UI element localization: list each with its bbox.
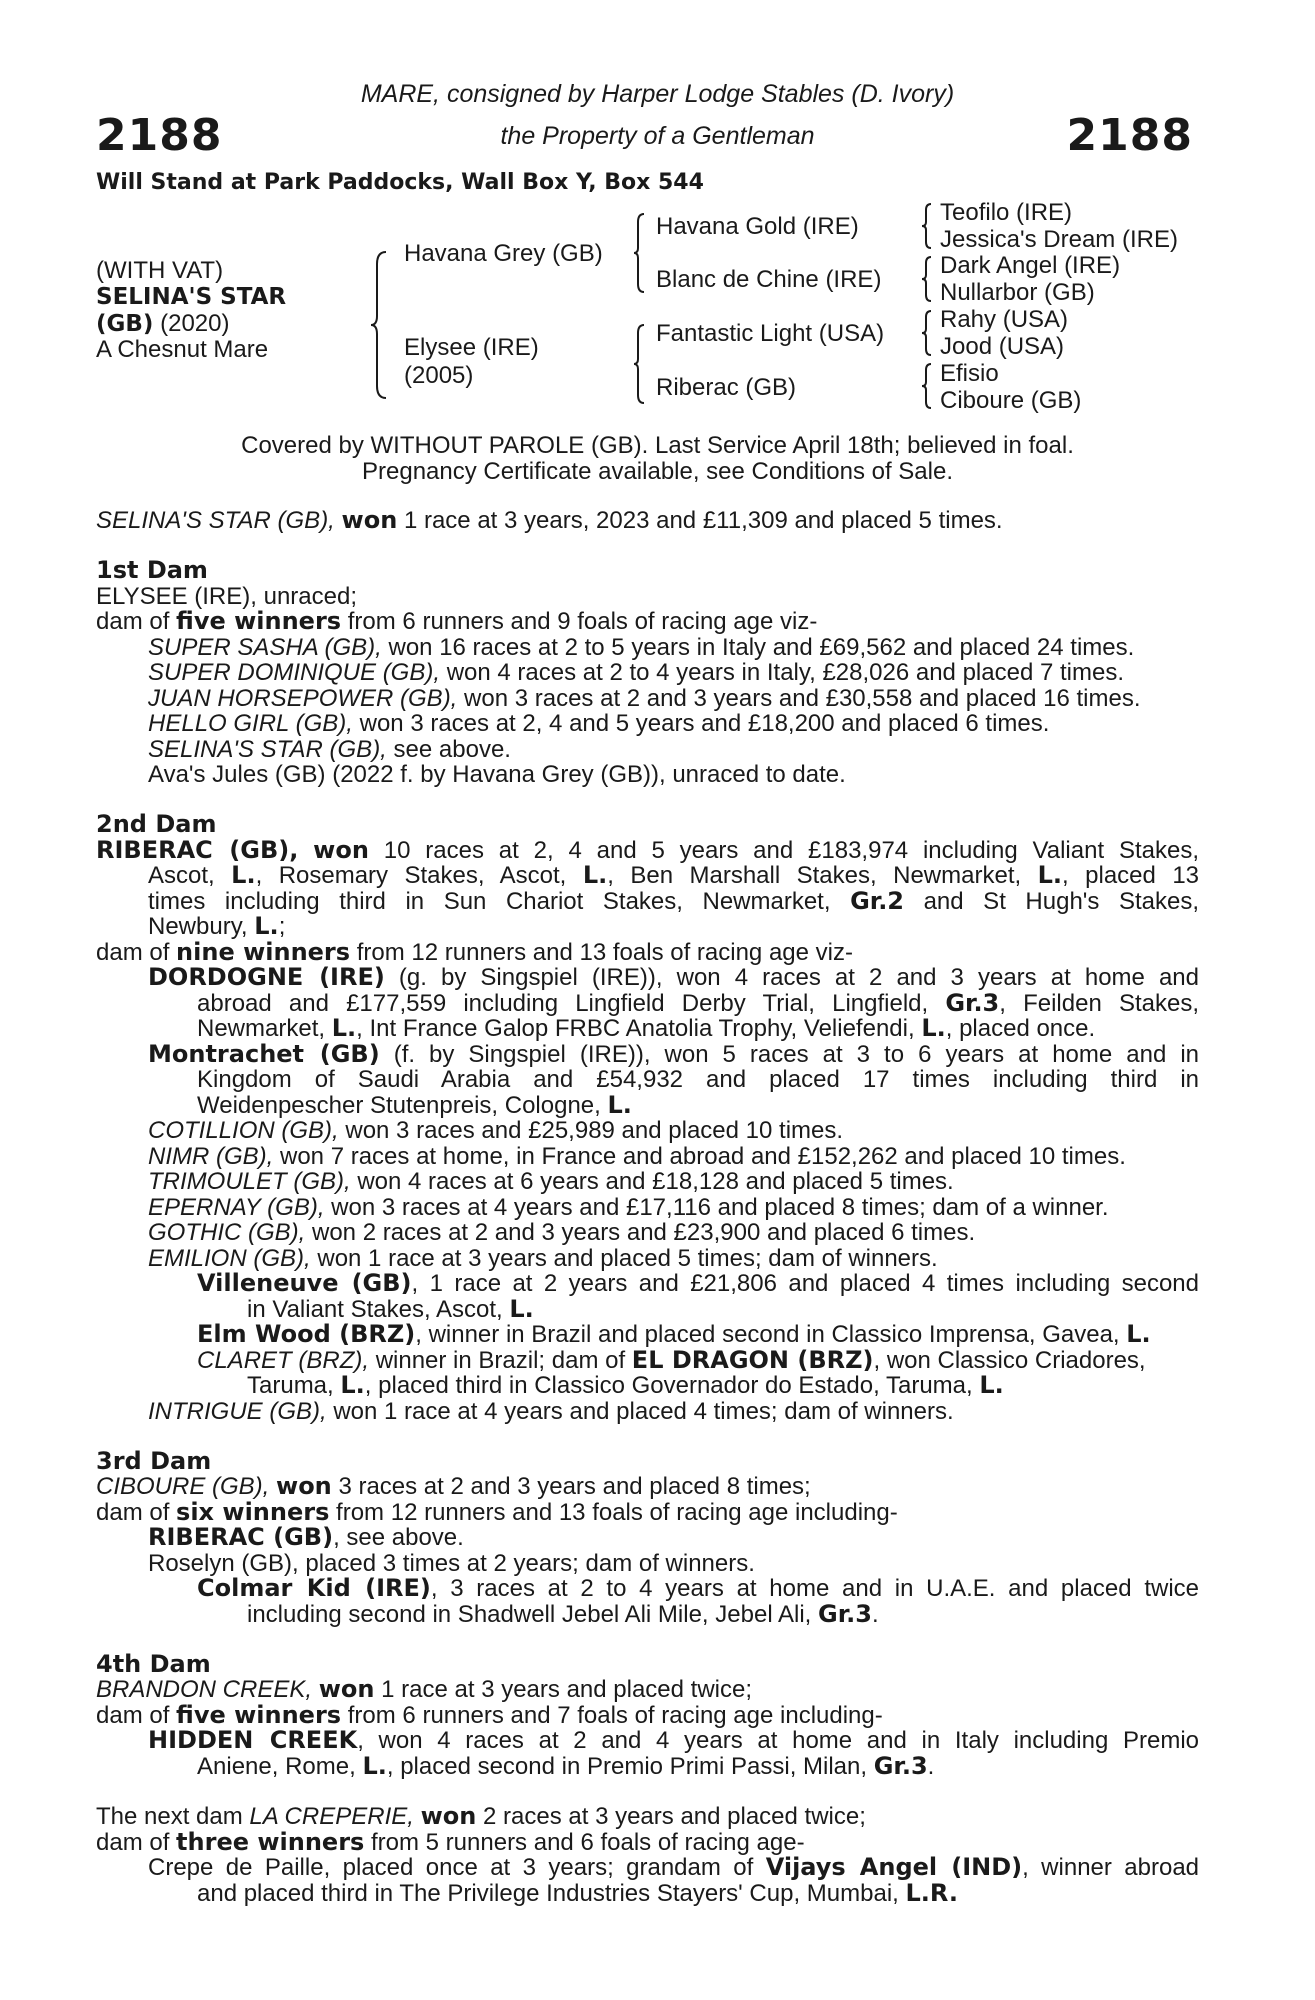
text-run: won 3 races and £25,989 and placed 10 times.	[345, 1117, 844, 1144]
montrachet-line-1	[148, 1042, 1199, 1068]
riberac-line-3	[148, 889, 1199, 915]
text-run: The next dam	[96, 1803, 243, 1830]
pedigree-sire: Havana Grey (GB)	[404, 240, 603, 267]
text-run: (f. by Singspiel (IRE)), won 5 races at 3 to 6 years at home and in	[393, 1041, 1200, 1068]
text-run: Vijays Angel (IND)	[765, 1853, 1023, 1881]
pedigree-ddd: Ciboure (GB)	[940, 387, 1082, 414]
second-dam-produce	[96, 940, 1199, 966]
brace-havana-gold	[921, 202, 933, 250]
pedigree-dss: Rahy (USA)	[940, 306, 1069, 333]
text-run: dam of	[96, 1702, 170, 1729]
text-run: LA CREPERIE,	[249, 1803, 414, 1830]
stand-location: Will Stand at Park Paddocks, Wall Box Y, Box 544	[96, 170, 704, 195]
next-dam-name	[96, 1804, 1199, 1830]
text-run: Montrachet (GB)	[148, 1040, 380, 1068]
elm-wood-line	[197, 1322, 1199, 1348]
text-run: L.	[331, 1014, 357, 1042]
text-run: 3 races at 2 and 3 years and placed 8 times;	[338, 1473, 811, 1500]
offspring-super-dominique	[148, 660, 1199, 686]
text-run: see above.	[393, 736, 511, 763]
text-run: EMILION (GB),	[148, 1245, 311, 1272]
text-run: L.	[340, 1371, 365, 1399]
text-run: Ascot,	[148, 862, 215, 889]
offspring-avas-jules: Ava's Jules (GB) (2022 f. by Havana Grey (GB)), unraced to date.	[148, 761, 846, 788]
text-run: won 3 races at 2 and 3 years and £30,558 and placed 16 times.	[464, 685, 1141, 712]
text-run: SELINA'S STAR (GB),	[96, 507, 335, 534]
villeneuve-line-2	[247, 1297, 1199, 1323]
montrachet-line-3	[197, 1093, 1199, 1119]
offspring-riberac	[148, 1525, 1199, 1551]
pedigree-dam-dam: Riberac (GB)	[656, 374, 797, 401]
text-run: , see above.	[333, 1524, 464, 1551]
pedigree-sds: Dark Angel (IRE)	[940, 252, 1121, 279]
pedigree-sire-dam: Blanc de Chine (IRE)	[656, 266, 882, 293]
horse-country: (GB)	[96, 311, 154, 337]
pedigree-main-brace	[370, 250, 390, 400]
crepe-de-paille-line-2	[197, 1881, 1199, 1907]
text-run: , placed third in Classico Governador do Estado, Taruma,	[364, 1372, 973, 1399]
text-run: dam of	[96, 1499, 170, 1526]
text-run: from 6 runners and 7 foals of racing age including-	[347, 1702, 883, 1729]
text-run: BRANDON CREEK,	[96, 1676, 313, 1703]
pregnancy-line: Pregnancy Certificate available, see Conditions of Sale.	[362, 458, 953, 485]
pedigree-dam: Elysee (IRE)	[404, 334, 539, 361]
text-run: five winners	[176, 607, 342, 635]
brace-blanc-de-chine	[921, 255, 933, 303]
text-run: L.	[582, 861, 608, 889]
riberac-line-1	[96, 838, 1199, 864]
hidden-creek-line-2: Aniene, Rome, L., placed second in Premio Primi Passi, Milan, Gr.3.	[197, 1752, 935, 1780]
dordogne-line-2	[197, 991, 1199, 1017]
pedigree-dsd: Jood (USA)	[940, 333, 1065, 360]
text-run: , won 4 races at 2 and 4 years at home and in Italy including Premio	[357, 1727, 1199, 1754]
claret-line-2	[247, 1373, 1199, 1399]
claret-line-1	[197, 1348, 1199, 1374]
text-run: won 4 races at 6 years and £18,128 and placed 5 times.	[357, 1168, 954, 1195]
text-run: NIMR (GB),	[148, 1143, 274, 1170]
text-run: L.R.	[905, 1879, 958, 1907]
text-run: TRIMOULET (GB),	[148, 1168, 351, 1195]
text-run: L.	[1126, 1320, 1151, 1348]
fourth-dam-produce	[96, 1703, 1199, 1729]
text-run: Gr.2	[850, 887, 905, 915]
text-run: won 2 races at 2 and 3 years and £23,900 and placed 6 times.	[312, 1219, 976, 1246]
text-run: , Feilden Stakes,	[999, 990, 1199, 1017]
lot-number-left: 2188	[96, 110, 223, 161]
brace-riberac	[921, 362, 933, 410]
text-run: Gr.3	[945, 989, 1000, 1017]
text-run: Newbury,	[148, 913, 248, 940]
offspring-cotillion	[148, 1118, 1199, 1144]
text-run: Crepe de Paille, placed once at 3 years; grandam of	[148, 1854, 754, 1881]
dordogne-line-1	[148, 965, 1199, 991]
text-run: won	[318, 1675, 375, 1703]
text-run: from 12 runners and 13 foals of racing age viz-	[356, 939, 853, 966]
pedigree-sdd: Nullarbor (GB)	[940, 279, 1095, 306]
text-run: , 1 race at 2 years and £21,806 and placed 4 times including second	[411, 1270, 1200, 1297]
text-run: dam of	[96, 1829, 170, 1856]
text-run: GOTHIC (GB),	[148, 1219, 306, 1246]
text-run: , 3 races at 2 to 4 years at home and in U.A.E. and placed twice	[430, 1575, 1199, 1602]
text-run: CIBOURE (GB),	[96, 1473, 270, 1500]
offspring-roselyn: Roselyn (GB), placed 3 times at 2 years; dam of winners.	[148, 1550, 755, 1577]
text-run: five winners	[176, 1701, 342, 1729]
offspring-nimr	[148, 1144, 1199, 1170]
next-dam-produce	[96, 1830, 1199, 1856]
text-run: dam of	[96, 608, 170, 635]
text-run: L.	[509, 1295, 534, 1323]
offspring-emilion	[148, 1246, 1199, 1272]
text-run: 10 races at 2, 4 and 5 years and £183,974 including Valiant Stakes,	[383, 837, 1199, 864]
offspring-selinas-star	[148, 737, 1199, 763]
fourth-dam-name	[96, 1677, 1199, 1703]
montrachet-line-2: Kingdom of Saudi Arabia and £54,932 and placed 17 times including third in	[197, 1066, 1199, 1093]
text-run: , Rosemary Stakes, Ascot,	[255, 862, 567, 889]
text-run: ;	[278, 913, 286, 940]
text-run: Villeneuve (GB)	[197, 1269, 412, 1297]
text-run: and St Hugh's Stakes,	[923, 888, 1199, 915]
offspring-hello-girl	[148, 711, 1199, 737]
text-run: Taruma,	[247, 1372, 334, 1399]
first-dam-title: 1st Dam	[96, 556, 208, 584]
text-run: abroad and £177,559 including Lingfield Derby Trial, Lingfield,	[197, 990, 929, 1017]
text-run: winner in Brazil; dam of	[375, 1347, 626, 1374]
text-run: SUPER SASHA (GB),	[148, 634, 382, 661]
text-run: HELLO GIRL (GB),	[148, 710, 353, 737]
text-run: Gr.3	[818, 1600, 872, 1628]
riberac-line-2	[148, 863, 1199, 889]
text-run: won 3 races at 2, 4 and 5 years and £18,200 and placed 6 times.	[359, 710, 1050, 737]
text-run: RIBERAC (GB)	[148, 1523, 334, 1551]
text-run: Colmar Kid (IRE)	[197, 1574, 431, 1602]
text-run: EL DRAGON (BRZ)	[631, 1346, 874, 1374]
text-run: from 12 runners and 13 foals of racing age including-	[336, 1499, 898, 1526]
text-run: , placed once.	[945, 1015, 1096, 1042]
text-run: six winners	[176, 1498, 330, 1526]
text-run: dam of	[96, 939, 170, 966]
colmar-kid-line-2: including second in Shadwell Jebel Ali Mile, Jebel Ali, Gr.3.	[247, 1600, 879, 1628]
text-run: won	[420, 1802, 477, 1830]
pedigree-dam-sire: Fantastic Light (USA)	[656, 320, 885, 347]
text-run: won 1 race at 3 years and placed 5 times; dam of winners.	[317, 1245, 938, 1272]
text-run: JUAN HORSEPOWER (GB),	[148, 685, 458, 712]
text-run: Elm Wood (BRZ)	[197, 1320, 416, 1348]
text-run: , winner in Brazil and placed second in Classico Imprensa, Gavea,	[415, 1321, 1120, 1348]
text-run: L.	[921, 1014, 946, 1042]
text-run: RIBERAC (GB),	[96, 836, 299, 864]
text-run: Aniene, Rome,	[197, 1753, 356, 1780]
text-run: won 16 races at 2 to 5 years in Italy and £69,562 and placed 24 times.	[388, 634, 1135, 661]
text-run: won 3 races at 4 years and £17,116 and placed 8 times; dam of a winner.	[331, 1194, 1109, 1221]
text-run: L.	[362, 1752, 387, 1780]
first-dam-name: ELYSEE (IRE), unraced;	[96, 583, 357, 610]
crepe-de-paille-line-1	[148, 1855, 1199, 1881]
text-run: L.	[607, 1091, 632, 1119]
covered-line: Covered by WITHOUT PAROLE (GB). Last Service April 18th; believed in foal.	[241, 432, 1074, 459]
third-dam-name	[96, 1474, 1199, 1500]
hidden-creek-line-1	[148, 1728, 1199, 1754]
text-run: three winners	[176, 1828, 365, 1856]
pedigree-sire-brace	[633, 212, 647, 294]
text-run: HIDDEN CREEK	[148, 1726, 358, 1754]
text-run: won 7 races at home, in France and abroad and £152,262 and placed 10 times.	[280, 1143, 1126, 1170]
offspring-juan-horsepower	[148, 686, 1199, 712]
third-dam-title: 3rd Dam	[96, 1447, 212, 1475]
text-run: won	[313, 836, 369, 864]
pedigree-ssd: Jessica's Dream (IRE)	[940, 226, 1178, 253]
pedigree-dam-brace	[633, 323, 647, 405]
text-run: Weidenpescher Stutenpreis, Cologne,	[197, 1092, 601, 1119]
horse-country-year	[96, 310, 229, 338]
horse-year: (2020)	[160, 310, 230, 337]
villeneuve-line-1	[197, 1271, 1199, 1297]
text-run: CLARET (BRZ),	[197, 1347, 370, 1374]
text-run: times including third in Sun Chariot Stakes, Newmarket,	[148, 888, 831, 915]
text-run: won 1 race at 4 years and placed 4 times; dam of winners.	[333, 1398, 954, 1425]
text-run: 2 races at 3 years and placed twice;	[483, 1803, 866, 1830]
property-line: the Property of a Gentleman	[500, 122, 815, 150]
text-run: L.	[254, 912, 279, 940]
text-run: COTILLION (GB),	[148, 1117, 339, 1144]
text-run: DORDOGNE (IRE)	[148, 963, 385, 991]
colmar-kid-line-1	[197, 1576, 1199, 1602]
offspring-intrigue	[148, 1399, 1199, 1425]
horse-name: SELINA'S STAR	[96, 284, 287, 310]
dordogne-line-3	[197, 1016, 1199, 1042]
vat-note: (WITH VAT)	[96, 257, 224, 284]
consignor-line: MARE, consigned by Harper Lodge Stables (D. Ivory)	[360, 80, 955, 108]
text-run: and placed third in The Privilege Industries Stayers' Cup, Mumbai,	[197, 1880, 899, 1907]
third-dam-produce	[96, 1500, 1199, 1526]
pedigree-dds: Efisio	[940, 360, 999, 387]
text-run: won	[341, 506, 398, 534]
text-run: Newmarket,	[197, 1015, 326, 1042]
text-run: EPERNAY (GB),	[148, 1194, 325, 1221]
text-run: including second in Shadwell Jebel Ali Mile, Jebel Ali,	[247, 1601, 812, 1628]
text-run: 1 race at 3 years, 2023 and £11,309 and placed 5 times.	[403, 507, 1003, 534]
text-run: 1 race at 3 years and placed twice;	[381, 1676, 753, 1703]
offspring-super-sasha	[148, 635, 1199, 661]
text-run: won 4 races at 2 to 4 years in Italy, £28,026 and placed 7 times.	[446, 659, 1124, 686]
text-run: L.	[979, 1371, 1004, 1399]
riberac-line-4	[148, 914, 1199, 940]
text-run: INTRIGUE (GB),	[148, 1398, 327, 1425]
text-run: SELINA'S STAR (GB),	[148, 736, 387, 763]
first-dam-produce	[96, 609, 1199, 635]
pedigree-sire-sire: Havana Gold (IRE)	[656, 213, 859, 240]
pedigree-dam-year: (2005)	[404, 362, 474, 389]
pedigree-sss: Teofilo (IRE)	[940, 199, 1073, 226]
text-run: , Ben Marshall Stakes, Newmarket,	[607, 862, 1022, 889]
text-run: Gr.3	[873, 1752, 928, 1780]
text-run: (g. by Singspiel (IRE)), won 4 races at 2 and 3 years at home and	[398, 964, 1199, 991]
text-run: , winner abroad	[1022, 1854, 1200, 1881]
text-run: nine winners	[176, 938, 351, 966]
race-summary	[96, 508, 1199, 534]
text-run: , placed 13	[1062, 862, 1200, 889]
text-run: in Valiant Stakes, Ascot,	[247, 1296, 503, 1323]
offspring-gothic	[148, 1220, 1199, 1246]
fourth-dam-title: 4th Dam	[96, 1650, 211, 1678]
text-run: from 5 runners and 6 foals of racing age-	[371, 1829, 805, 1856]
text-run: , placed second in Premio Primi Passi, Milan,	[386, 1753, 868, 1780]
text-run: from 6 runners and 9 foals of racing age viz-	[347, 608, 818, 635]
horse-description: A Chesnut Mare	[96, 336, 269, 363]
text-run: L.	[231, 861, 256, 889]
lot-number-right: 2188	[1066, 110, 1193, 161]
text-run: , won Classico Criadores,	[873, 1347, 1146, 1374]
brace-fantastic-light	[921, 309, 933, 357]
offspring-trimoulet	[148, 1169, 1199, 1195]
text-run: , Int France Galop FRBC Anatolia Trophy, Veliefendi,	[356, 1015, 915, 1042]
second-dam-title: 2nd Dam	[96, 810, 217, 838]
offspring-epernay	[148, 1195, 1199, 1221]
text-run: SUPER DOMINIQUE (GB),	[148, 659, 441, 686]
text-run: L.	[1037, 861, 1063, 889]
text-run: won	[276, 1472, 332, 1500]
